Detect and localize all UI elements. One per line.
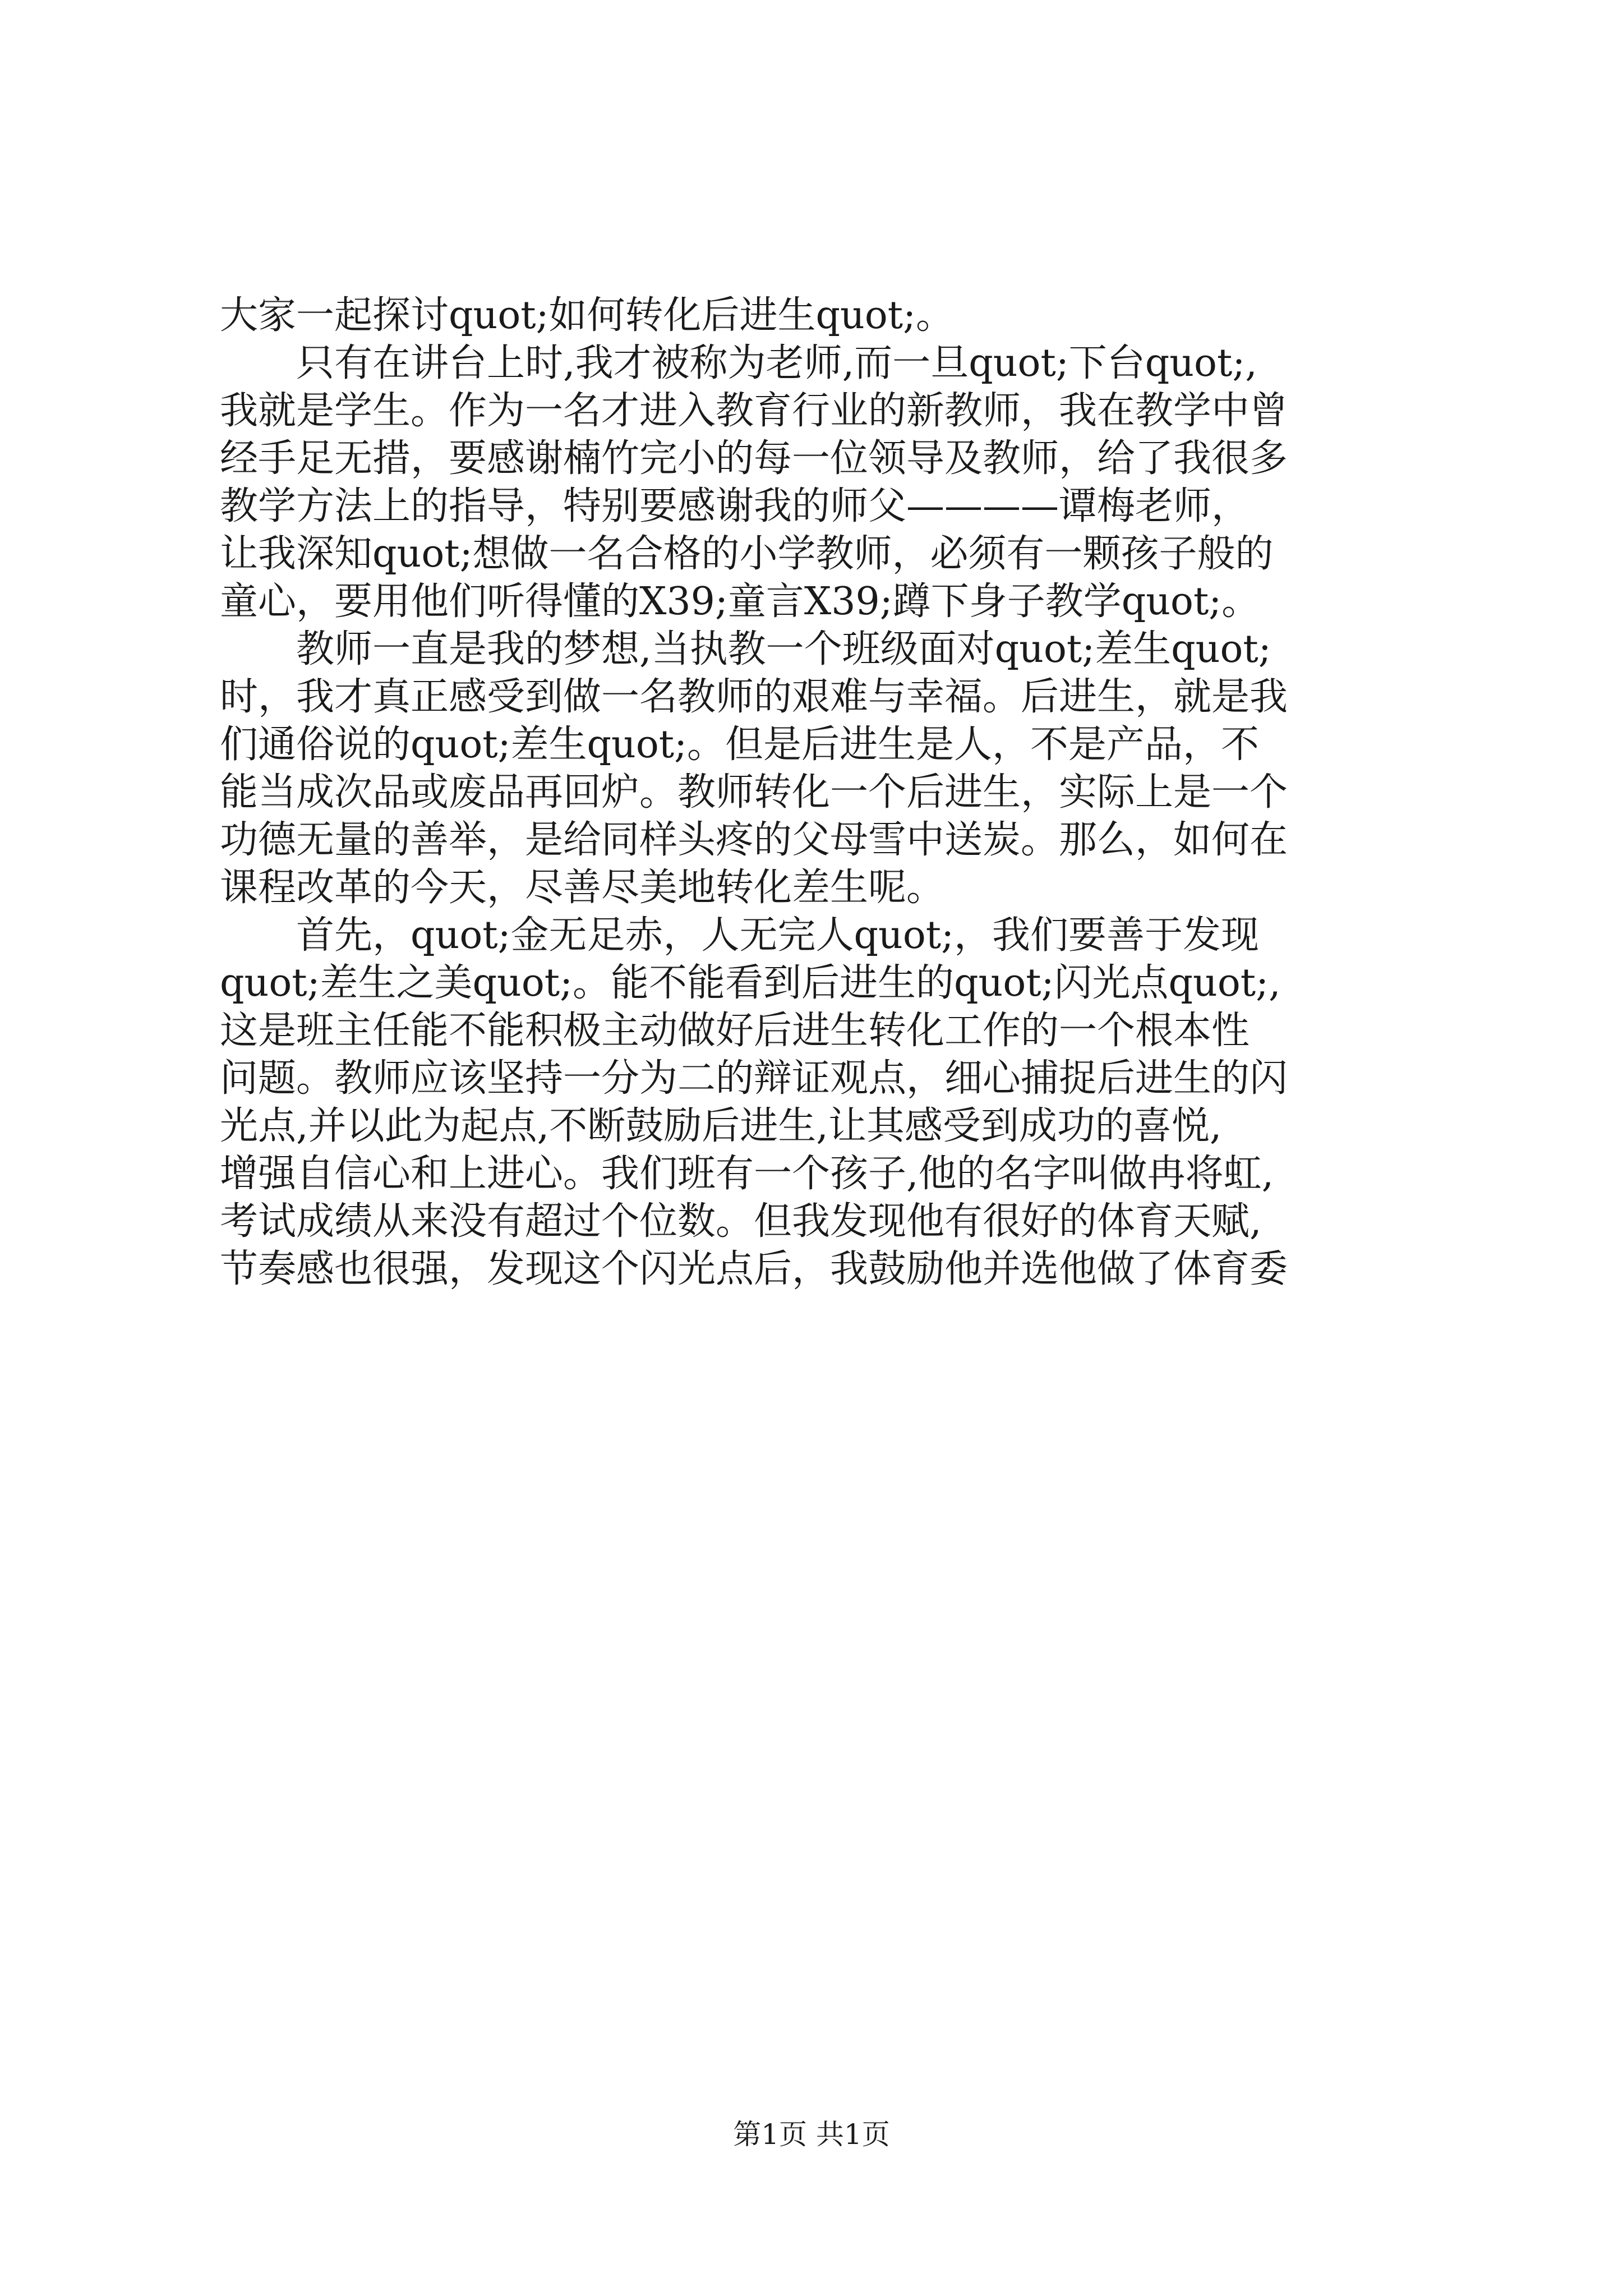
- text-line: 时，我才真正感受到做一名教师的艰难与幸福。后进生，就是我: [220, 675, 1288, 719]
- text-line: 光点,并以此为起点,不断鼓励后进生,让其感受到成功的喜悦,: [220, 1104, 1222, 1148]
- text-line: 功德无量的善举，是给同样头疼的父母雪中送炭。那么，如何在: [220, 818, 1288, 862]
- text-line: quot;差生之美quot;。能不能看到后进生的quot;闪光点quot;,: [220, 961, 1281, 1005]
- text-line: 经手足无措，要感谢楠竹完小的每一位领导及教师，给了我很多: [220, 436, 1288, 481]
- text-line: 们通俗说的quot;差生quot;。但是后进生是人，不是产品，不: [220, 723, 1260, 767]
- text-line: 童心，要用他们听得懂的X39;童言X39;蹲下身子教学quot;。: [220, 579, 1260, 624]
- text-line: 节奏感也很强，发现这个闪光点后，我鼓励他并选他做了体育委: [220, 1247, 1288, 1291]
- text-line: 只有在讲台上时,我才被称为老师,而一旦quot;下台quot;,: [296, 341, 1257, 385]
- page-footer: 第1页 共1页: [733, 2118, 890, 2151]
- text-line: 教师一直是我的梦想,当执教一个班级面对quot;差生quot;: [296, 627, 1271, 671]
- text-line: 能当成次品或废品再回炉。教师转化一个后进生，实际上是一个: [220, 770, 1288, 815]
- text-line: 课程改革的今天，尽善尽美地转化差生呢。: [220, 866, 945, 910]
- text-line: 我就是学生。作为一名才进入教育行业的新教师，我在教学中曾: [220, 389, 1288, 433]
- text-line: 让我深知quot;想做一名合格的小学教师，必须有一颗孩子般的: [220, 532, 1274, 576]
- text-line: 教学方法上的指导，特别要感谢我的师父————谭梅老师，: [220, 484, 1250, 528]
- text-line: 这是班主任能不能积极主动做好后进生转化工作的一个根本性: [220, 1009, 1250, 1053]
- text-line: 增强自信心和上进心。我们班有一个孩子,他的名字叫做冉将虹,: [220, 1152, 1274, 1196]
- text-line: 问题。教师应该坚持一分为二的辩证观点，细心捕捉后进生的闪: [220, 1056, 1288, 1101]
- text-line: 考试成绩从来没有超过个位数。但我发现他有很好的体育天赋,: [220, 1199, 1262, 1244]
- text-line: 大家一起探讨quot;如何转化后进生quot;。: [220, 293, 955, 338]
- text-line: 首先，quot;金无足赤，人无完人quot;，我们要善于发现: [296, 913, 1260, 958]
